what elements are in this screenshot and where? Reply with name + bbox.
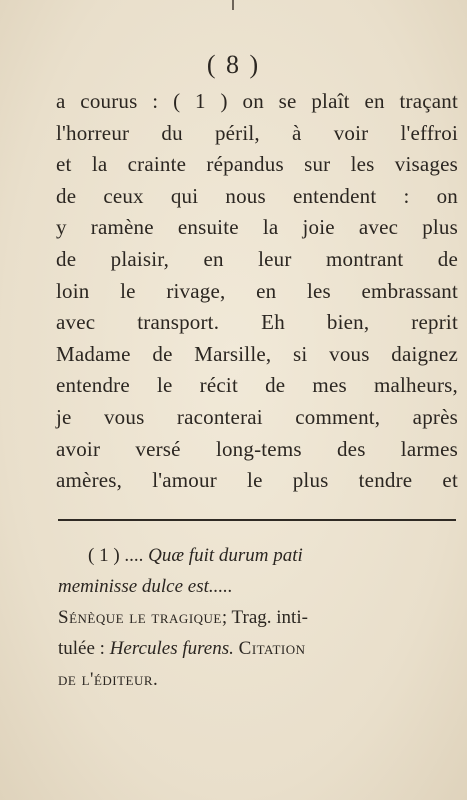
footnote-line — [58, 602, 458, 633]
text-line: avec transport. Eh bien, reprit — [56, 310, 458, 335]
text-line: amères, l'amour le plus tendre et — [56, 468, 458, 493]
text-line: de plaisir, en leur montrant de — [56, 246, 458, 271]
footnote-line — [58, 633, 458, 664]
footnote-quote-continued: meminisse dulce est..... — [58, 576, 233, 597]
footnote-citation: Citation — [238, 638, 306, 659]
text-line: l'horreur du péril, à voir l'effroi — [56, 120, 458, 145]
footnote-divider — [58, 519, 456, 521]
top-mark — [232, 0, 234, 10]
footnote-quote: Quæ fuit durum pati — [148, 545, 303, 566]
text-line: a courus : ( 1 ) on se plaît en traçant — [56, 89, 458, 113]
footnote-dots: .... — [124, 545, 144, 566]
footnote-citation-continued: de l'éditeur. — [58, 669, 159, 690]
page-number: ( 8 ) — [206, 50, 261, 79]
text-line: y ramène ensuite la joie avec plus — [56, 215, 458, 240]
text-line: loin le rivage, en les embrassant — [56, 278, 458, 303]
text-line: Madame de Marsille, si vous daignez — [56, 341, 458, 366]
text-line: entendre le récit de mes malheurs, — [56, 373, 458, 398]
footnote-play-title: Hercules furens. — [109, 638, 234, 659]
footnote — [58, 540, 458, 695]
body-text — [56, 86, 458, 497]
footnote-marker: ( 1 ) — [88, 545, 120, 566]
footnote-author: Sénèque le tragique — [58, 607, 222, 628]
text-line: et la crainte répandus sur les visages — [56, 152, 458, 177]
footnote-line — [58, 540, 458, 571]
footnote-reference: ; Trag. inti- — [221, 607, 308, 628]
text-line: avoir versé long-tems des larmes — [56, 436, 458, 461]
text-line: je vous raconterai comment, après — [56, 404, 458, 429]
footnote-reference: tulée : — [58, 638, 110, 659]
text-line: de ceux qui nous entendent : on — [56, 183, 458, 208]
